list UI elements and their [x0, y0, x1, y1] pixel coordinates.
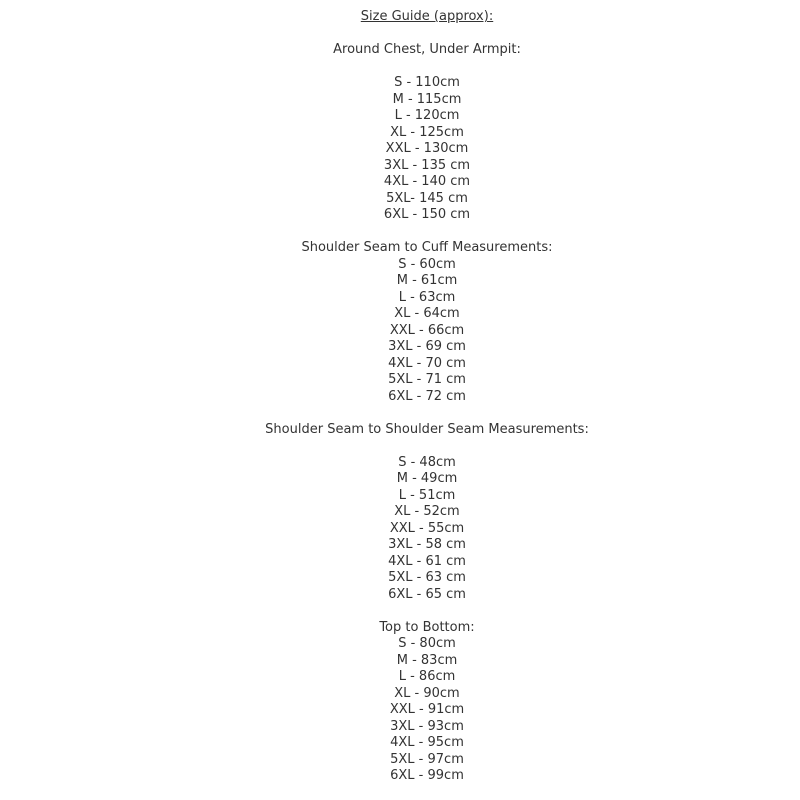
- size-row: 6XL - 150 cm: [383, 207, 471, 222]
- size-row: 4XL - 140 cm: [383, 174, 471, 189]
- section-header: Around Chest, Under Armpit:: [333, 42, 521, 57]
- section-header: Shoulder Seam to Shoulder Seam Measurements:: [265, 421, 589, 437]
- size-row: 6XL - 65 cm: [388, 586, 466, 602]
- size-row: L - 86cm: [398, 669, 456, 684]
- size-row: M - 49cm: [396, 471, 458, 486]
- page-title: Size Guide (approx):: [360, 9, 494, 24]
- size-row: S - 60cm: [398, 256, 456, 272]
- size-row: XXL - 66cm: [389, 322, 465, 338]
- size-row: 5XL- 145 cm: [386, 190, 468, 206]
- size-row: 5XL - 97cm: [390, 751, 464, 767]
- section-header: Shoulder Seam to Cuff Measurements:: [301, 240, 553, 255]
- size-row: 4XL - 70 cm: [388, 355, 466, 371]
- size-row: XL - 90cm: [394, 685, 460, 701]
- size-row: M - 61cm: [396, 273, 458, 288]
- size-row: S - 80cm: [398, 636, 456, 651]
- size-row: 3XL - 135 cm: [383, 157, 471, 173]
- section-around-chest: [54, 42, 800, 224]
- size-row: 5XL - 71 cm: [388, 372, 466, 387]
- size-list: [54, 636, 800, 785]
- size-row: L - 120cm: [394, 108, 460, 123]
- size-row: 6XL - 99cm: [390, 768, 464, 783]
- size-row: XL - 64cm: [394, 306, 460, 321]
- section-top-to-bottom: [54, 620, 800, 785]
- size-row: 3XL - 69 cm: [388, 339, 466, 354]
- size-row: XL - 52cm: [394, 504, 460, 519]
- size-row: S - 48cm: [398, 454, 456, 470]
- section-shoulder-to-cuff: [54, 240, 800, 405]
- size-row: M - 115cm: [392, 91, 462, 107]
- size-row: L - 51cm: [398, 487, 456, 503]
- size-row: XL - 125cm: [390, 124, 464, 140]
- size-row: 5XL - 63 cm: [388, 570, 466, 585]
- size-row: XXL - 130cm: [385, 141, 469, 156]
- size-row: 6XL - 72 cm: [388, 388, 466, 404]
- size-row: 4XL - 61 cm: [388, 553, 466, 569]
- size-list: [54, 257, 800, 406]
- size-row: S - 110cm: [394, 75, 460, 90]
- section-shoulder-to-shoulder: [54, 422, 800, 604]
- size-list: [54, 455, 800, 604]
- size-row: 3XL - 58 cm: [388, 537, 466, 552]
- size-row: M - 83cm: [396, 652, 458, 668]
- size-row: 4XL - 95cm: [390, 735, 464, 750]
- size-row: XXL - 91cm: [389, 702, 465, 717]
- size-row: XXL - 55cm: [389, 520, 465, 536]
- section-header: Top to Bottom:: [379, 619, 475, 635]
- size-row: 3XL - 93cm: [390, 718, 464, 734]
- size-row: L - 63cm: [398, 289, 456, 305]
- size-list: [54, 75, 800, 224]
